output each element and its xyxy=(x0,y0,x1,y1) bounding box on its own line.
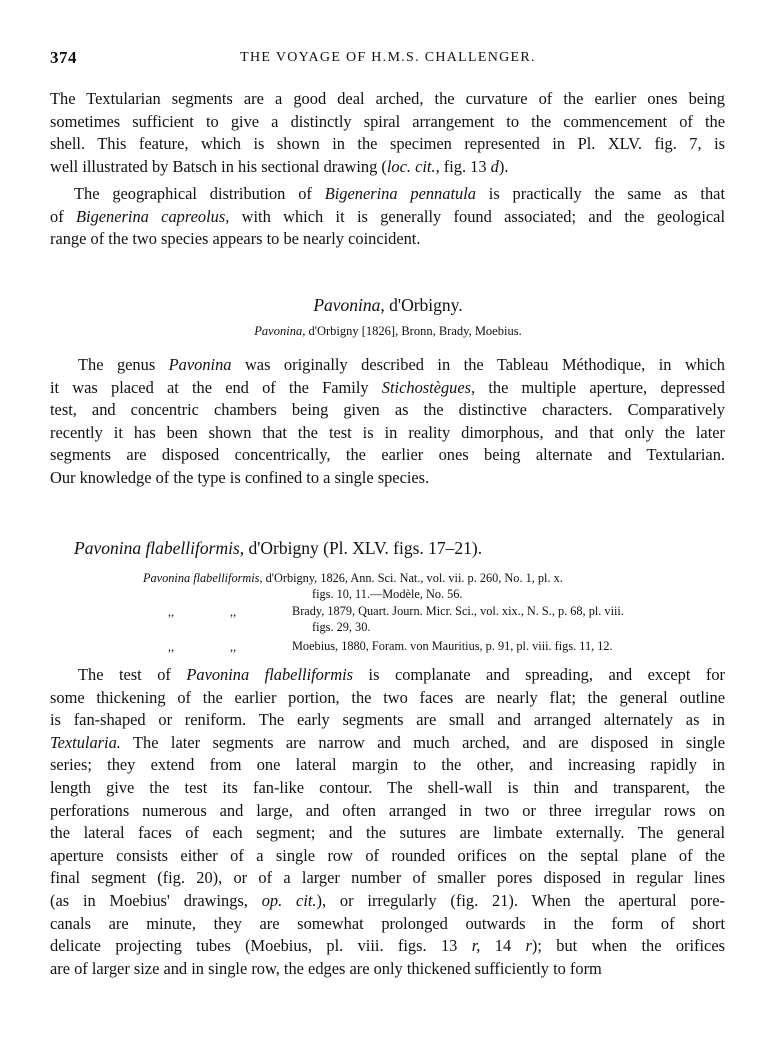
synonymy-name: Pavonina flabelliformis, xyxy=(143,571,263,585)
text-line: aperture consists either of a single row of rounded orifices on the septal plane of the xyxy=(50,845,725,865)
ditto-mark: ,, xyxy=(230,605,237,619)
text-line xyxy=(50,935,725,958)
text-run: The later segments are narrow and much arched, and are disposed in single xyxy=(120,732,725,752)
text-line: final segment (fig. 20), or of a larger number of smaller pores disposed in regular lines xyxy=(50,868,725,888)
text-line xyxy=(50,183,725,206)
genus-title xyxy=(0,295,776,316)
text-line: Our knowledge of the type is confined to a single species. xyxy=(50,467,430,487)
synonymy-entry-3-line-1: Moebius, 1880, Foram. von Mauritius, p. 91, pl. viii. figs. 11, 12. xyxy=(292,639,613,653)
text-run: delicate projecting tubes (Moebius, pl. viii. figs. 13 xyxy=(50,936,472,956)
description-paragraph xyxy=(50,664,725,980)
species-title xyxy=(74,538,482,559)
ditto-mark: ,, xyxy=(230,640,237,654)
text-run: the multiple aperture, depressed xyxy=(475,377,725,397)
italic-term: r xyxy=(525,936,532,956)
genus-synonymy xyxy=(0,324,776,339)
text-line: segments are disposed concentrically, the earlier ones being alternate and Textularian. xyxy=(50,445,725,465)
italic-term: d xyxy=(490,156,499,176)
text-line: length give the test its fan-like contour. The shell-wall is thin and transparent, the xyxy=(50,777,725,797)
species-title-name: Pavonina flabelliformis, xyxy=(74,538,245,558)
page-number: 374 xyxy=(50,48,77,67)
text-run: with which it is generally found associated; and the geological xyxy=(229,206,726,226)
ditto-mark: ,, xyxy=(168,605,175,619)
text-run: ); but when the orifices xyxy=(531,936,725,956)
italic-term: Bigenerina pennatula xyxy=(324,184,476,203)
text-line: is fan-shaped or reniform. The early segments are small and arranged alternately as in xyxy=(50,710,725,730)
text-run: is complanate and spreading, and except for xyxy=(353,665,725,684)
text-run: well illustrated by Batsch in his sectional drawing ( xyxy=(50,156,387,176)
text-run: it was placed at the end of the Family xyxy=(50,377,382,397)
text-run: , fig. 13 xyxy=(435,156,491,176)
genus-title-author: d'Orbigny. xyxy=(384,295,463,315)
distribution-paragraph xyxy=(50,183,725,251)
text-line: some thickening of the earlier portion, the two faces are nearly flat; the general outline xyxy=(50,687,725,707)
italic-term: loc. cit. xyxy=(386,156,436,176)
intro-paragraph xyxy=(50,88,725,178)
italic-term: r, xyxy=(471,936,481,956)
text-run: is practically the same as that xyxy=(475,184,726,203)
text-run: ), or irregularly (fig. 21). When the apertural pore- xyxy=(316,890,725,910)
italic-term: Textularia. xyxy=(50,732,121,752)
italic-term: op. cit. xyxy=(261,890,317,910)
text-line: the lateral faces of each segment; and the sutures are limbate externally. The general xyxy=(50,823,725,843)
text-line xyxy=(50,206,725,229)
text-line xyxy=(50,890,725,913)
genus-title-name: Pavonina, xyxy=(313,295,385,315)
text-line: shell. This feature, which is shown in the specimen represented in Pl. XLV. fig. 7, is xyxy=(50,134,725,154)
text-line xyxy=(50,156,725,179)
text-line: series; they extend from one lateral margin to the other, and increasing rapidly in xyxy=(50,755,725,775)
text-line xyxy=(50,354,725,377)
text-run: The geographical distribution of xyxy=(74,184,325,203)
text-line: canals are minute, they are somewhat prolonged outwards in the form of short xyxy=(50,913,725,933)
text-run: The test of xyxy=(78,665,187,684)
text-run: of xyxy=(50,206,76,226)
text-run: ). xyxy=(498,156,509,176)
synonymy-entry-2-line-1: Brady, 1879, Quart. Journ. Micr. Sci., vol. xix., N. S., p. 68, pl. viii. xyxy=(292,604,624,618)
synonymy-ref: d'Orbigny, 1826, Ann. Sci. Nat., vol. vii. p. 260, No. 1, pl. x. xyxy=(262,571,563,585)
text-run: (as in Moebius' drawings, xyxy=(50,890,262,910)
synonymy-entry-1-line-2: figs. 10, 11.—Modèle, No. 56. xyxy=(312,587,463,601)
text-run: The genus xyxy=(78,355,169,374)
genus-synonymy-name: Pavonina, xyxy=(254,324,306,338)
genus-paragraph xyxy=(50,354,725,490)
italic-term: Pavonina xyxy=(168,355,232,374)
text-line: recently it has been shown that the test is in reality dimorphous, and that only the later xyxy=(50,422,725,442)
synonymy-entry-1-line-1 xyxy=(143,570,563,586)
text-run: 14 xyxy=(480,936,526,956)
italic-term: Pavonina flabelliformis xyxy=(186,665,354,684)
italic-term: Stichostègues, xyxy=(381,377,476,397)
genus-synonymy-refs: d'Orbigny [1826], Bronn, Brady, Moebius. xyxy=(305,324,522,338)
text-line: test, and concentric chambers being given as the distinctive characters. Comparatively xyxy=(50,400,725,420)
text-run: was originally described in the Tableau Méthodique, in which xyxy=(231,355,725,374)
page-header xyxy=(50,48,726,70)
text-line xyxy=(50,377,725,400)
text-line: are of larger size and in single row, the edges are only thickened sufficiently to form xyxy=(50,958,602,978)
running-title: THE VOYAGE OF H.M.S. CHALLENGER. xyxy=(240,50,536,65)
text-line xyxy=(50,732,725,755)
ditto-mark: ,, xyxy=(168,640,175,654)
synonymy-entry-2-line-2: figs. 29, 30. xyxy=(312,620,371,634)
text-line xyxy=(50,664,725,687)
italic-term: Bigenerina capreolus, xyxy=(76,206,230,226)
text-line: range of the two species appears to be nearly coincident. xyxy=(50,229,421,249)
text-line: perforations numerous and large, and often arranged in two or three irregular rows on xyxy=(50,800,725,820)
text-line: The Textularian segments are a good deal arched, the curvature of the earlier ones being xyxy=(50,89,725,108)
text-line: sometimes sufficient to give a distinctly spiral arrangement to the commencement of the xyxy=(50,111,725,131)
species-title-author: d'Orbigny (Pl. XLV. figs. 17–21). xyxy=(244,538,483,558)
